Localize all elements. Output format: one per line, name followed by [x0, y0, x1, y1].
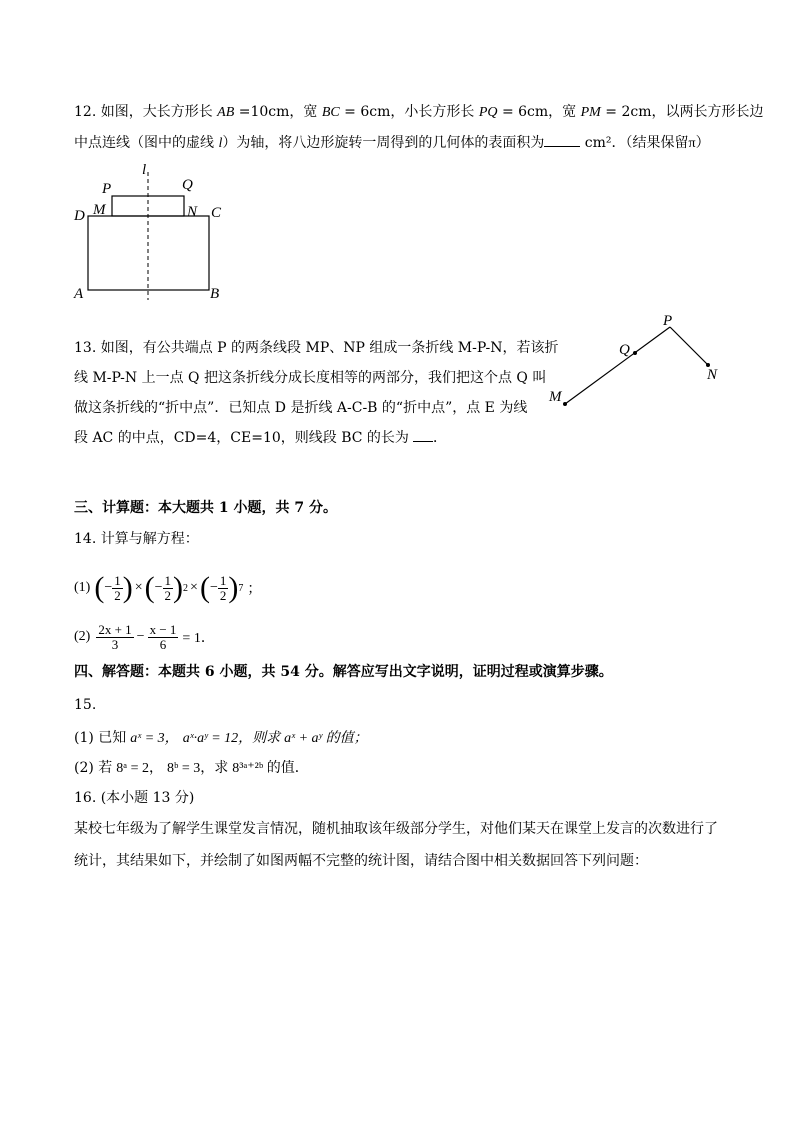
label-p: P [102, 181, 112, 197]
label-q: Q [619, 342, 630, 358]
label-a: A [74, 286, 84, 302]
label-n: N [707, 367, 718, 383]
q12-var-pq: PQ [478, 105, 498, 120]
q12-text: 中点连线（图中的虚线 [74, 135, 219, 151]
small-rectangle [112, 196, 184, 216]
minus-sign: − [136, 629, 145, 644]
part-label: (1) [74, 580, 91, 595]
paren-right: ) [173, 571, 184, 604]
point-m [563, 402, 567, 406]
label-l: l [142, 162, 147, 178]
numerator: x − 1 [149, 621, 177, 637]
q15-expr: 8³ᵃ⁺²ᵇ 的值． [232, 761, 309, 776]
q15-text: (1) 已知 [74, 730, 127, 746]
q13-text: ． [432, 430, 447, 446]
rhs: = 1． [182, 631, 215, 646]
paren-right: ) [122, 571, 133, 604]
q15-expr: aˣ = 3， [130, 731, 179, 746]
q14-title: 14. 计算与解方程： [74, 531, 199, 547]
q13-text: 段 AC 的中点，CD=4，CE=10，则线段 BC 的长为 [74, 430, 409, 446]
exponent: 2 [183, 582, 189, 594]
exponent: 7 [238, 582, 244, 594]
paren-left: ( [199, 571, 210, 604]
label-b: B [210, 286, 220, 302]
fraction-1 [96, 623, 133, 652]
denominator: 2 [219, 587, 227, 603]
q13-line-2: 线 M-P-N 上一点 Q 把这条折线分成长度相等的两部分，我们把这个点 Q 叫 [74, 370, 547, 386]
fraction-half [218, 574, 229, 603]
numerator: 1 [114, 572, 121, 588]
section-4-heading: 四、解答题：本题共 6 小题，共 54 分。解答应写出文字说明，证明过程或演算步骤。 [74, 664, 613, 680]
denominator: 2 [164, 587, 172, 603]
label-q: Q [182, 177, 193, 193]
semicolon: ； [247, 582, 262, 597]
label-c: C [211, 205, 222, 221]
label-d: D [74, 208, 85, 224]
fraction-half [163, 574, 174, 603]
paren-left: ( [144, 571, 155, 604]
label-m: M [549, 389, 562, 405]
q15-text: (2) 若 [74, 760, 113, 776]
part-label: (2) [74, 629, 91, 644]
q12-line-2 [74, 133, 710, 154]
q13-line-3: 做这条折线的“折中点”．已知点 D 是折线 A-C-B 的“折中点”，点 E 为线 [74, 400, 528, 416]
denominator: 6 [159, 636, 167, 652]
q12-text: = 6cm，宽 [497, 104, 581, 120]
answer-blank[interactable] [413, 429, 433, 442]
label-m: M [93, 202, 106, 218]
section-3-heading: 三、计算题：本大题共 1 小题，共 7 分。 [74, 500, 337, 516]
q16-line-2: 统计，其结果如下，并绘制了如图两幅不完整的统计图，请结合图中相关数据回答下列问题： [74, 853, 648, 869]
q15-title: 15. [74, 697, 97, 713]
q15-part-1 [74, 728, 368, 749]
times-sign: × [134, 580, 143, 595]
minus-sign: − [209, 580, 218, 595]
q15-part-2 [74, 758, 309, 779]
segment-pn [670, 327, 708, 365]
q15-expr: 8ᵃ = 2， [116, 761, 164, 776]
numerator: 2x + 1 [98, 621, 132, 637]
q12-text: =10cm，宽 [234, 104, 322, 120]
q12-text: ）为轴，将八边形旋转一周得到的几何体的表面积为 [222, 135, 545, 151]
numerator: 1 [219, 572, 227, 588]
q13-figure [545, 310, 735, 410]
q12-var-ab: AB [217, 105, 235, 120]
q12-text: cm²．（结果保留 [580, 135, 689, 151]
q15-expr: 8ᵇ = 3，求 [167, 761, 229, 776]
q15-expr: aˣ·aʸ = 12，则求 [182, 731, 281, 746]
label-n: N [187, 204, 198, 220]
label-p: P [663, 313, 673, 329]
minus-sign: − [104, 580, 113, 595]
paren-right: ) [228, 571, 239, 604]
q16-line-1: 某校七年级为了解学生课堂发言情况，随机抽取该年级部分学生，对他们某天在课堂上发言的次数进行了 [74, 821, 718, 837]
fraction-half [112, 574, 123, 603]
point-q [633, 351, 637, 355]
q13-line-4 [74, 428, 447, 448]
times-sign: × [190, 580, 198, 595]
q14-part-1 [74, 566, 261, 610]
q12-line-1 [74, 102, 764, 123]
q12-var-l: l [218, 136, 223, 151]
q12-text: 12. 如图，大长方形长 [74, 104, 218, 120]
q14-part-2 [74, 620, 215, 654]
q12-var-bc: BC [321, 105, 340, 120]
q15-expr: aˣ + aʸ 的值； [284, 731, 368, 746]
q12-figure [60, 160, 240, 305]
q12-var-pm: PM [580, 105, 601, 120]
q13-line-1: 13. 如图，有公共端点 P 的两条线段 MP、NP 组成一条折线 M-P-N，若该折 [74, 340, 559, 356]
denominator: 2 [114, 587, 121, 603]
minus-sign: − [154, 580, 163, 595]
segment-mp [565, 327, 670, 404]
numerator: 1 [164, 572, 172, 588]
answer-blank[interactable] [544, 134, 580, 147]
q12-pi: π [688, 136, 696, 151]
paren-left: ( [94, 571, 105, 604]
q12-text: = 6cm，小长方形长 [339, 104, 479, 120]
fraction-2 [148, 623, 179, 652]
denominator: 3 [111, 636, 119, 652]
q12-text: ） [695, 135, 710, 151]
q12-text: = 2cm，以两长方形长边 [600, 104, 764, 120]
q16-title: 16. (本小题 13 分) [74, 790, 195, 806]
